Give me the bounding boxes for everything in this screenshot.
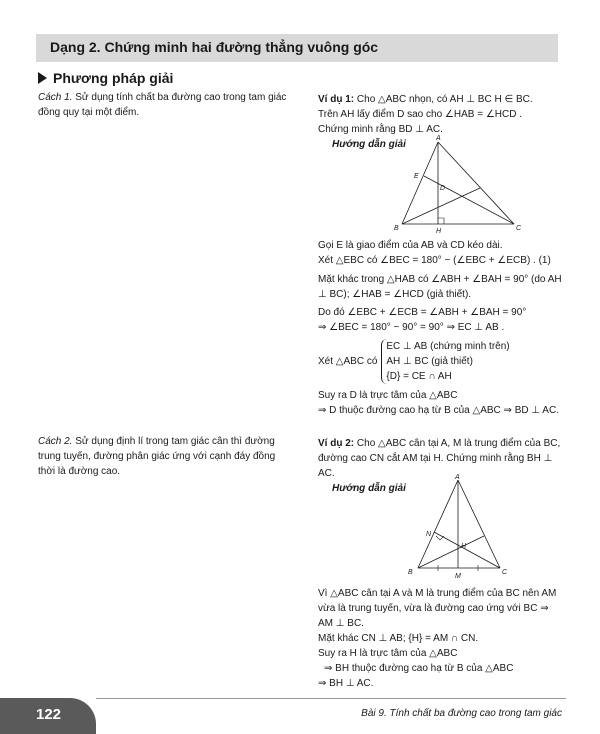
example-1-figure (390, 134, 530, 234)
footer-divider (96, 698, 566, 699)
example-1-guide: Hướng dẫn giải (332, 139, 406, 150)
ex2-sol-1: Vì △ABC cân tại A và M là trung điểm của BC nên AM vừa là trung tuyến, vừa là đường cao ứng với BC ⇒ AM ⊥ BC. (318, 588, 557, 629)
fig1-label-b: B (394, 225, 399, 232)
fig2-label-n: N (426, 531, 432, 538)
page-number: 122 (36, 706, 62, 723)
method-heading (38, 70, 173, 86)
ex1-sys-1: EC ⊥ AB (chứng minh trên) (386, 341, 510, 352)
ex1-sol-3: Mặt khác trong △HAB có ∠ABH + ∠BAH = 90° (do AH ⊥ BC); ∠HAB = ∠HCD (giả thiết). (318, 274, 562, 300)
fig2-label-h: H (461, 543, 467, 550)
example-2-solution (318, 586, 564, 691)
ex1-sol-6-prefix: Xét △ABC có (318, 356, 378, 367)
ex1-sol-7: Suy ra D là trực tâm của △ABC (318, 390, 458, 401)
section-title: Dạng 2. Chứng minh hai đường thẳng vuông góc (50, 39, 379, 55)
ex1-sol-2: Xét △EBC có ∠BEC = 180° − (∠EBC + ∠ECB) . (1) (318, 255, 551, 266)
ex1-sol-5: ⇒ ∠BEC = 180° − 90° = 90° ⇒ EC ⊥ AB . (318, 322, 505, 333)
fig1-label-d: D (440, 185, 446, 192)
ex1-sys-3: {D} = CE ∩ AH (386, 371, 452, 382)
method-2-text: Sử dụng định lí trong tam giác cân thì đường trung tuyến, đường phân giác ứng với cạnh đáy đồng thời là đường cao. (38, 436, 276, 477)
method-heading-text: Phương pháp giải (53, 70, 174, 86)
method-1-label: Cách 1. (38, 92, 73, 103)
footer-chapter: Bài 9. Tính chất ba đường cao trong tam giác (361, 708, 562, 719)
section-title-bar (36, 34, 558, 62)
example-2-guide: Hướng dẫn giải (332, 483, 406, 494)
ex1-sol-1: Gọi E là giao điểm của AB và CD kéo dài. (318, 240, 503, 251)
example-1-problem-1: Cho △ABC nhọn, có AH ⊥ BC H ∈ BC. (356, 94, 533, 105)
ex1-sys-2: AH ⊥ BC (giả thiết) (386, 356, 473, 367)
example-1-problem-3: Chứng minh rằng BD ⊥ AC. (318, 124, 443, 135)
fig1-label-e: E (414, 173, 419, 180)
example-2-label: Ví dụ 2: (318, 438, 355, 449)
example-2-figure (400, 474, 520, 582)
fig1-label-h: H (436, 228, 442, 234)
example-1-problem-2: Trên AH lấy điểm D sao cho ∠HAB = ∠HCD . (318, 109, 523, 120)
ex1-system (318, 339, 564, 384)
example-1-label: Ví dụ 1: (318, 94, 355, 105)
fig1-label-c: C (516, 225, 522, 232)
ex1-system-brace (381, 339, 509, 384)
method-2 (38, 434, 288, 479)
ex2-sol-2: Mặt khác CN ⊥ AB; {H} = AM ∩ CN. (318, 633, 479, 644)
ex1-sol-4: Do đó ∠EBC + ∠ECB = ∠ABH + ∠BAH = 90° (318, 307, 527, 318)
example-1-solution (318, 238, 564, 418)
triangle-bullet-icon (38, 72, 47, 84)
method-1 (38, 90, 288, 120)
fig1-label-a: A (436, 135, 441, 142)
fig2-label-c: C (502, 569, 508, 576)
fig2-label-b: B (408, 569, 413, 576)
method-1-text: Sử dụng tính chất ba đường cao trong tam giác đồng quy tại một điểm. (38, 92, 287, 118)
fig2-label-a: A (455, 474, 460, 481)
ex2-sol-3: Suy ra H là trực tâm của △ABC (318, 648, 458, 659)
ex2-sol-5: ⇒ BH ⊥ AC. (318, 678, 374, 689)
ex1-sol-8: ⇒ D thuộc đường cao hạ từ B của △ABC ⇒ BD ⊥ AC. (318, 405, 559, 416)
ex2-sol-4: ⇒ BH thuộc đường cao hạ từ B của △ABC (324, 663, 514, 674)
fig2-label-m: M (455, 573, 461, 580)
example-2-problem: Cho △ABC cân tại A, M là trung điểm của BC, đường cao CN cắt AM tại H. Chứng minh rằng BH ⊥ AC. (318, 438, 561, 479)
method-2-label: Cách 2. (38, 436, 73, 447)
